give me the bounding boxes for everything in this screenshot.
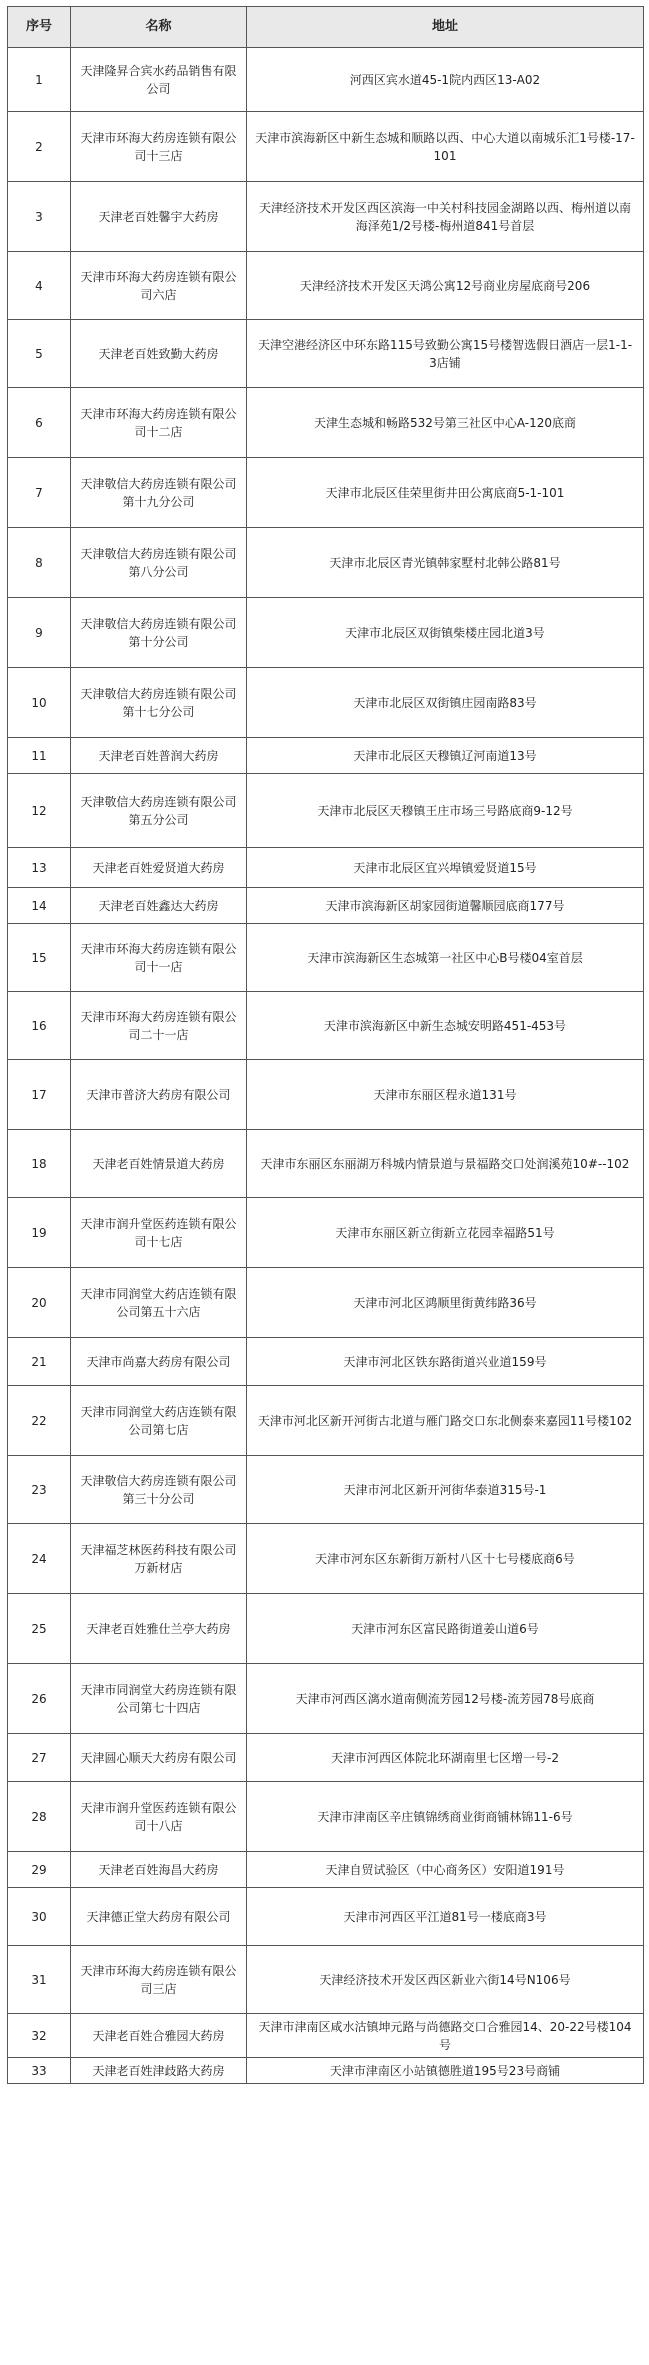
store-name-cell: 天津德正堂大药房有限公司 <box>71 1888 247 1946</box>
store-name-cell: 天津敬信大药房连锁有限公司第八分公司 <box>71 528 247 598</box>
store-name-cell: 天津敬信大药房连锁有限公司第十分公司 <box>71 598 247 668</box>
store-name-cell: 天津老百姓普润大药房 <box>71 738 247 774</box>
header-serial-number: 序号 <box>8 7 71 48</box>
serial-number-cell: 29 <box>8 1852 71 1888</box>
serial-number-cell: 7 <box>8 458 71 528</box>
table-row <box>8 738 644 774</box>
serial-number-cell: 9 <box>8 598 71 668</box>
table-row <box>8 1594 644 1664</box>
store-name-cell: 天津老百姓津歧路大药房 <box>71 2058 247 2084</box>
store-name-cell: 天津老百姓海昌大药房 <box>71 1852 247 1888</box>
table-row <box>8 1338 644 1386</box>
serial-number-cell: 15 <box>8 924 71 992</box>
table-row <box>8 1664 644 1734</box>
store-name-cell: 天津老百姓合雅园大药房 <box>71 2014 247 2058</box>
table-row <box>8 252 644 320</box>
address-cell: 天津市滨海新区中新生态城安明路451-453号 <box>247 992 644 1060</box>
serial-number-cell: 25 <box>8 1594 71 1664</box>
store-name-cell: 天津圆心顺天大药房有限公司 <box>71 1734 247 1782</box>
address-cell: 天津市北辰区宜兴埠镇爱贤道15号 <box>247 848 644 888</box>
store-name-cell: 天津市环海大药房连锁有限公司十一店 <box>71 924 247 992</box>
serial-number-cell: 16 <box>8 992 71 1060</box>
header-name: 名称 <box>71 7 247 48</box>
table-row <box>8 1524 644 1594</box>
store-name-cell: 天津市润升堂医药连锁有限公司十七店 <box>71 1198 247 1268</box>
address-cell: 天津市河东区东新街万新村八区十七号楼底商6号 <box>247 1524 644 1594</box>
store-name-cell: 天津老百姓爱贤道大药房 <box>71 848 247 888</box>
address-cell: 天津市北辰区天穆镇辽河南道13号 <box>247 738 644 774</box>
serial-number-cell: 27 <box>8 1734 71 1782</box>
store-name-cell: 天津福芝林医药科技有限公司万新材店 <box>71 1524 247 1594</box>
table-row <box>8 1782 644 1852</box>
serial-number-cell: 14 <box>8 888 71 924</box>
address-cell: 天津市津南区辛庄镇锦绣商业街商铺林锦11-6号 <box>247 1782 644 1852</box>
store-list-table <box>7 6 644 2084</box>
store-name-cell: 天津老百姓鑫达大药房 <box>71 888 247 924</box>
store-name-cell: 天津市同润堂大药店连锁有限公司第五十六店 <box>71 1268 247 1338</box>
address-cell: 河西区宾水道45-1院内西区13-A02 <box>247 48 644 112</box>
table-row <box>8 528 644 598</box>
store-name-cell: 天津市环海大药房连锁有限公司十二店 <box>71 388 247 458</box>
address-cell: 天津市津南区咸水沽镇坤元路与尚德路交口合雅园14、20-22号楼104号 <box>247 2014 644 2058</box>
serial-number-cell: 6 <box>8 388 71 458</box>
serial-number-cell: 21 <box>8 1338 71 1386</box>
address-cell: 天津市河西区漓水道南侧流芳园12号楼-流芳园78号底商 <box>247 1664 644 1734</box>
table-row <box>8 1268 644 1338</box>
table-row <box>8 774 644 848</box>
serial-number-cell: 17 <box>8 1060 71 1130</box>
store-name-cell: 天津敬信大药房连锁有限公司第十七分公司 <box>71 668 247 738</box>
serial-number-cell: 19 <box>8 1198 71 1268</box>
store-name-cell: 天津隆昇合宾水药品销售有限公司 <box>71 48 247 112</box>
table-row <box>8 848 644 888</box>
serial-number-cell: 18 <box>8 1130 71 1198</box>
table-body <box>8 48 644 2084</box>
serial-number-cell: 24 <box>8 1524 71 1594</box>
serial-number-cell: 32 <box>8 2014 71 2058</box>
serial-number-cell: 10 <box>8 668 71 738</box>
table-row <box>8 1456 644 1524</box>
serial-number-cell: 26 <box>8 1664 71 1734</box>
address-cell: 天津自贸试验区（中心商务区）安阳道191号 <box>247 1852 644 1888</box>
serial-number-cell: 13 <box>8 848 71 888</box>
store-name-cell: 天津市同润堂大药房连锁有限公司第七十四店 <box>71 1664 247 1734</box>
serial-number-cell: 20 <box>8 1268 71 1338</box>
table-row <box>8 48 644 112</box>
table-row <box>8 598 644 668</box>
header-address: 地址 <box>247 7 644 48</box>
store-name-cell: 天津敬信大药房连锁有限公司第五分公司 <box>71 774 247 848</box>
store-name-cell: 天津市环海大药房连锁有限公司六店 <box>71 252 247 320</box>
store-name-cell: 天津市普济大药房有限公司 <box>71 1060 247 1130</box>
address-cell: 天津经济技术开发区西区新业六街14号N106号 <box>247 1946 644 2014</box>
address-cell: 天津市滨海新区中新生态城和顺路以西、中心大道以南城乐汇1号楼-17-101 <box>247 112 644 182</box>
serial-number-cell: 2 <box>8 112 71 182</box>
table-row <box>8 1888 644 1946</box>
address-cell: 天津市东丽区东丽湖万科城内情景道与景福路交口处润溪苑10#--102 <box>247 1130 644 1198</box>
table-row <box>8 1946 644 2014</box>
address-cell: 天津市津南区小站镇德胜道195号23号商铺 <box>247 2058 644 2084</box>
address-cell: 天津市北辰区双街镇柴楼庄园北道3号 <box>247 598 644 668</box>
table-row <box>8 1852 644 1888</box>
serial-number-cell: 30 <box>8 1888 71 1946</box>
table-row <box>8 668 644 738</box>
address-cell: 天津市河北区新开河街华泰道315号-1 <box>247 1456 644 1524</box>
address-cell: 天津市河北区鸿顺里街黄纬路36号 <box>247 1268 644 1338</box>
serial-number-cell: 31 <box>8 1946 71 2014</box>
store-name-cell: 天津敬信大药房连锁有限公司第三十分公司 <box>71 1456 247 1524</box>
store-name-cell: 天津市环海大药房连锁有限公司二十一店 <box>71 992 247 1060</box>
serial-number-cell: 28 <box>8 1782 71 1852</box>
serial-number-cell: 8 <box>8 528 71 598</box>
serial-number-cell: 33 <box>8 2058 71 2084</box>
serial-number-cell: 12 <box>8 774 71 848</box>
table-row <box>8 388 644 458</box>
address-cell: 天津市北辰区天穆镇王庄市场三号路底商9-12号 <box>247 774 644 848</box>
address-cell: 天津市河西区体院北环湖南里七区增一号-2 <box>247 1734 644 1782</box>
serial-number-cell: 11 <box>8 738 71 774</box>
address-cell: 天津经济技术开发区天鸿公寓12号商业房屋底商号206 <box>247 252 644 320</box>
header-row <box>8 7 644 48</box>
address-cell: 天津市滨海新区生态城第一社区中心B号楼04室首层 <box>247 924 644 992</box>
address-cell: 天津市滨海新区胡家园街道馨顺园底商177号 <box>247 888 644 924</box>
table-row <box>8 2014 644 2058</box>
address-cell: 天津市河北区新开河街古北道与雁门路交口东北侧泰来嘉园11号楼102 <box>247 1386 644 1456</box>
serial-number-cell: 1 <box>8 48 71 112</box>
table-row <box>8 2058 644 2084</box>
table-row <box>8 1198 644 1268</box>
serial-number-cell: 23 <box>8 1456 71 1524</box>
table-row <box>8 458 644 528</box>
serial-number-cell: 5 <box>8 320 71 388</box>
address-cell: 天津市河东区富民路街道姜山道6号 <box>247 1594 644 1664</box>
table-row <box>8 182 644 252</box>
table-row <box>8 1130 644 1198</box>
address-cell: 天津市北辰区双街镇庄园南路83号 <box>247 668 644 738</box>
address-cell: 天津市河北区铁东路街道兴业道159号 <box>247 1338 644 1386</box>
serial-number-cell: 3 <box>8 182 71 252</box>
address-cell: 天津市河西区平江道81号一楼底商3号 <box>247 1888 644 1946</box>
address-cell: 天津市北辰区佳荣里街井田公寓底商5-1-101 <box>247 458 644 528</box>
store-name-cell: 天津老百姓馨宇大药房 <box>71 182 247 252</box>
serial-number-cell: 4 <box>8 252 71 320</box>
store-name-cell: 天津老百姓雅仕兰亭大药房 <box>71 1594 247 1664</box>
store-list-table-container <box>7 6 643 2084</box>
serial-number-cell: 22 <box>8 1386 71 1456</box>
table-row <box>8 112 644 182</box>
store-name-cell: 天津老百姓致勤大药房 <box>71 320 247 388</box>
store-name-cell: 天津市环海大药房连锁有限公司三店 <box>71 1946 247 2014</box>
table-row <box>8 1060 644 1130</box>
table-row <box>8 888 644 924</box>
table-row <box>8 992 644 1060</box>
table-row <box>8 1734 644 1782</box>
address-cell: 天津经济技术开发区西区滨海一中关村科技园金湖路以西、梅州道以南海泽苑1/2号楼-梅州道841号首层 <box>247 182 644 252</box>
store-name-cell: 天津市环海大药房连锁有限公司十三店 <box>71 112 247 182</box>
address-cell: 天津市北辰区青光镇韩家墅村北韩公路81号 <box>247 528 644 598</box>
address-cell: 天津生态城和畅路532号第三社区中心A-120底商 <box>247 388 644 458</box>
table-header <box>8 7 644 48</box>
table-row <box>8 924 644 992</box>
store-name-cell: 天津市润升堂医药连锁有限公司十八店 <box>71 1782 247 1852</box>
address-cell: 天津市东丽区程永道131号 <box>247 1060 644 1130</box>
address-cell: 天津空港经济区中环东路115号致勤公寓15号楼智选假日酒店一层1-1-3店铺 <box>247 320 644 388</box>
store-name-cell: 天津敬信大药房连锁有限公司第十九分公司 <box>71 458 247 528</box>
store-name-cell: 天津市尚嘉大药房有限公司 <box>71 1338 247 1386</box>
store-name-cell: 天津市同润堂大药店连锁有限公司第七店 <box>71 1386 247 1456</box>
address-cell: 天津市东丽区新立街新立花园幸福路51号 <box>247 1198 644 1268</box>
store-name-cell: 天津老百姓情景道大药房 <box>71 1130 247 1198</box>
table-row <box>8 1386 644 1456</box>
table-row <box>8 320 644 388</box>
